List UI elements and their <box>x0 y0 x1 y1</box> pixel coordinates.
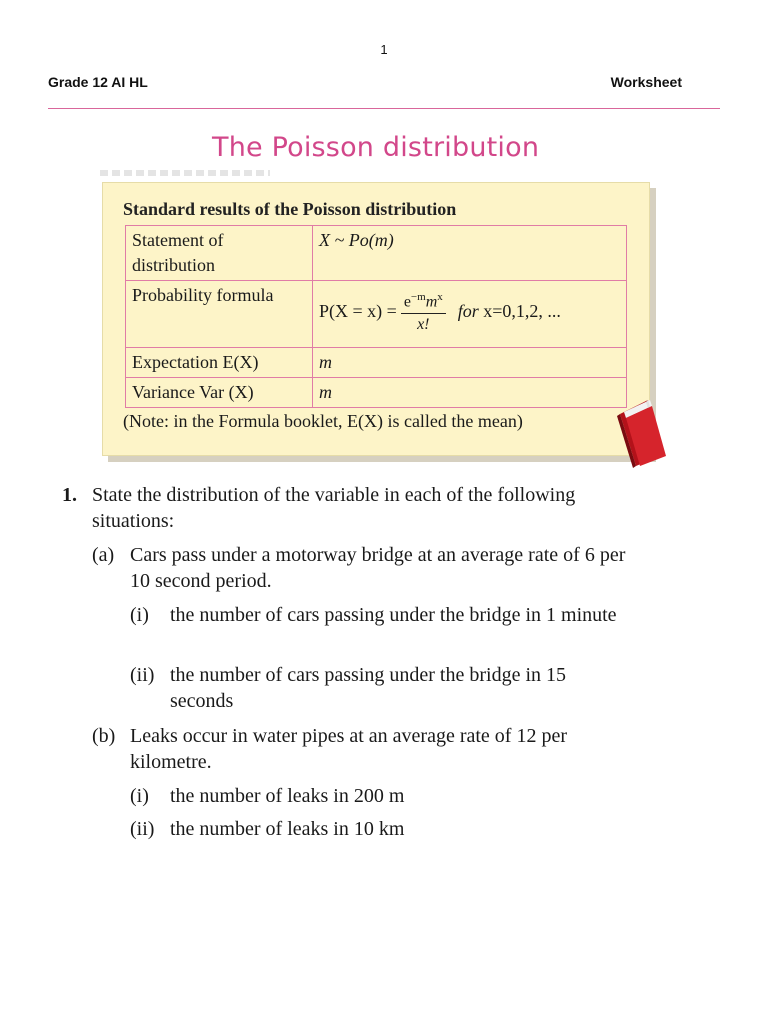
results-table <box>125 225 627 408</box>
part-b-ii-text: the number of leaks in 10 km <box>170 818 405 840</box>
part-b-i-text: the number of leaks in 200 m <box>170 785 405 807</box>
row-value: X ~ Po(m) <box>313 226 627 281</box>
row-label: Statement of distribution <box>126 226 313 281</box>
part-b-ii-label: (ii) <box>130 818 155 840</box>
part-a-i-label: (i) <box>130 604 149 626</box>
header-worksheet: Worksheet <box>610 74 682 90</box>
part-a-ii-label: (ii) <box>130 664 155 686</box>
part-a-ii-text: the number of cars passing under the bridge in 15 seconds <box>170 664 567 712</box>
part-a-label: (a) <box>92 544 115 566</box>
question-text: State the distribution of the variable in each of the following situations: <box>92 484 576 532</box>
formula-fraction <box>401 287 446 336</box>
table-row <box>126 378 627 408</box>
formula-condition: x=0,1,2, ... <box>483 301 561 322</box>
part-a-text: Cars pass under a motorway bridge at an average rate of 6 per 10 second period. <box>130 544 626 592</box>
formula-for: for <box>457 301 479 322</box>
table-row <box>126 348 627 378</box>
faint-artifact <box>100 170 270 176</box>
book-icon <box>616 396 668 468</box>
page-title: The Poisson distribution <box>212 132 540 163</box>
formula-denominator: x! <box>417 316 430 334</box>
row-value: m <box>313 348 627 378</box>
part-b-text: Leaks occur in water pipes at an average rate of 12 per kilometre. <box>130 725 568 773</box>
row-label: Expectation E(X) <box>126 348 313 378</box>
results-heading: Standard results of the Poisson distribution <box>123 199 457 219</box>
table-row <box>126 226 627 281</box>
question-number: 1. <box>62 484 77 506</box>
probability-formula <box>313 281 627 348</box>
row-label: Variance Var (X) <box>126 378 313 408</box>
formula-numerator: $e^{-m}m^x$ <box>401 287 446 314</box>
table-row <box>126 281 627 348</box>
formula-lhs: P(X = x) = <box>319 301 397 322</box>
row-label: Probability formula <box>126 281 313 348</box>
results-box <box>102 182 650 456</box>
page-number: 1 <box>380 42 388 57</box>
formula-note: (Note: in the Formula booklet, E(X) is called the mean) <box>123 411 523 431</box>
part-b-i-label: (i) <box>130 785 149 807</box>
row-value: m <box>313 378 627 408</box>
part-b-label: (b) <box>92 725 116 747</box>
header-divider <box>48 108 720 109</box>
part-a-i-text: the number of cars passing under the bridge in 1 minute <box>170 604 617 626</box>
header-course: Grade 12 AI HL <box>48 74 148 90</box>
